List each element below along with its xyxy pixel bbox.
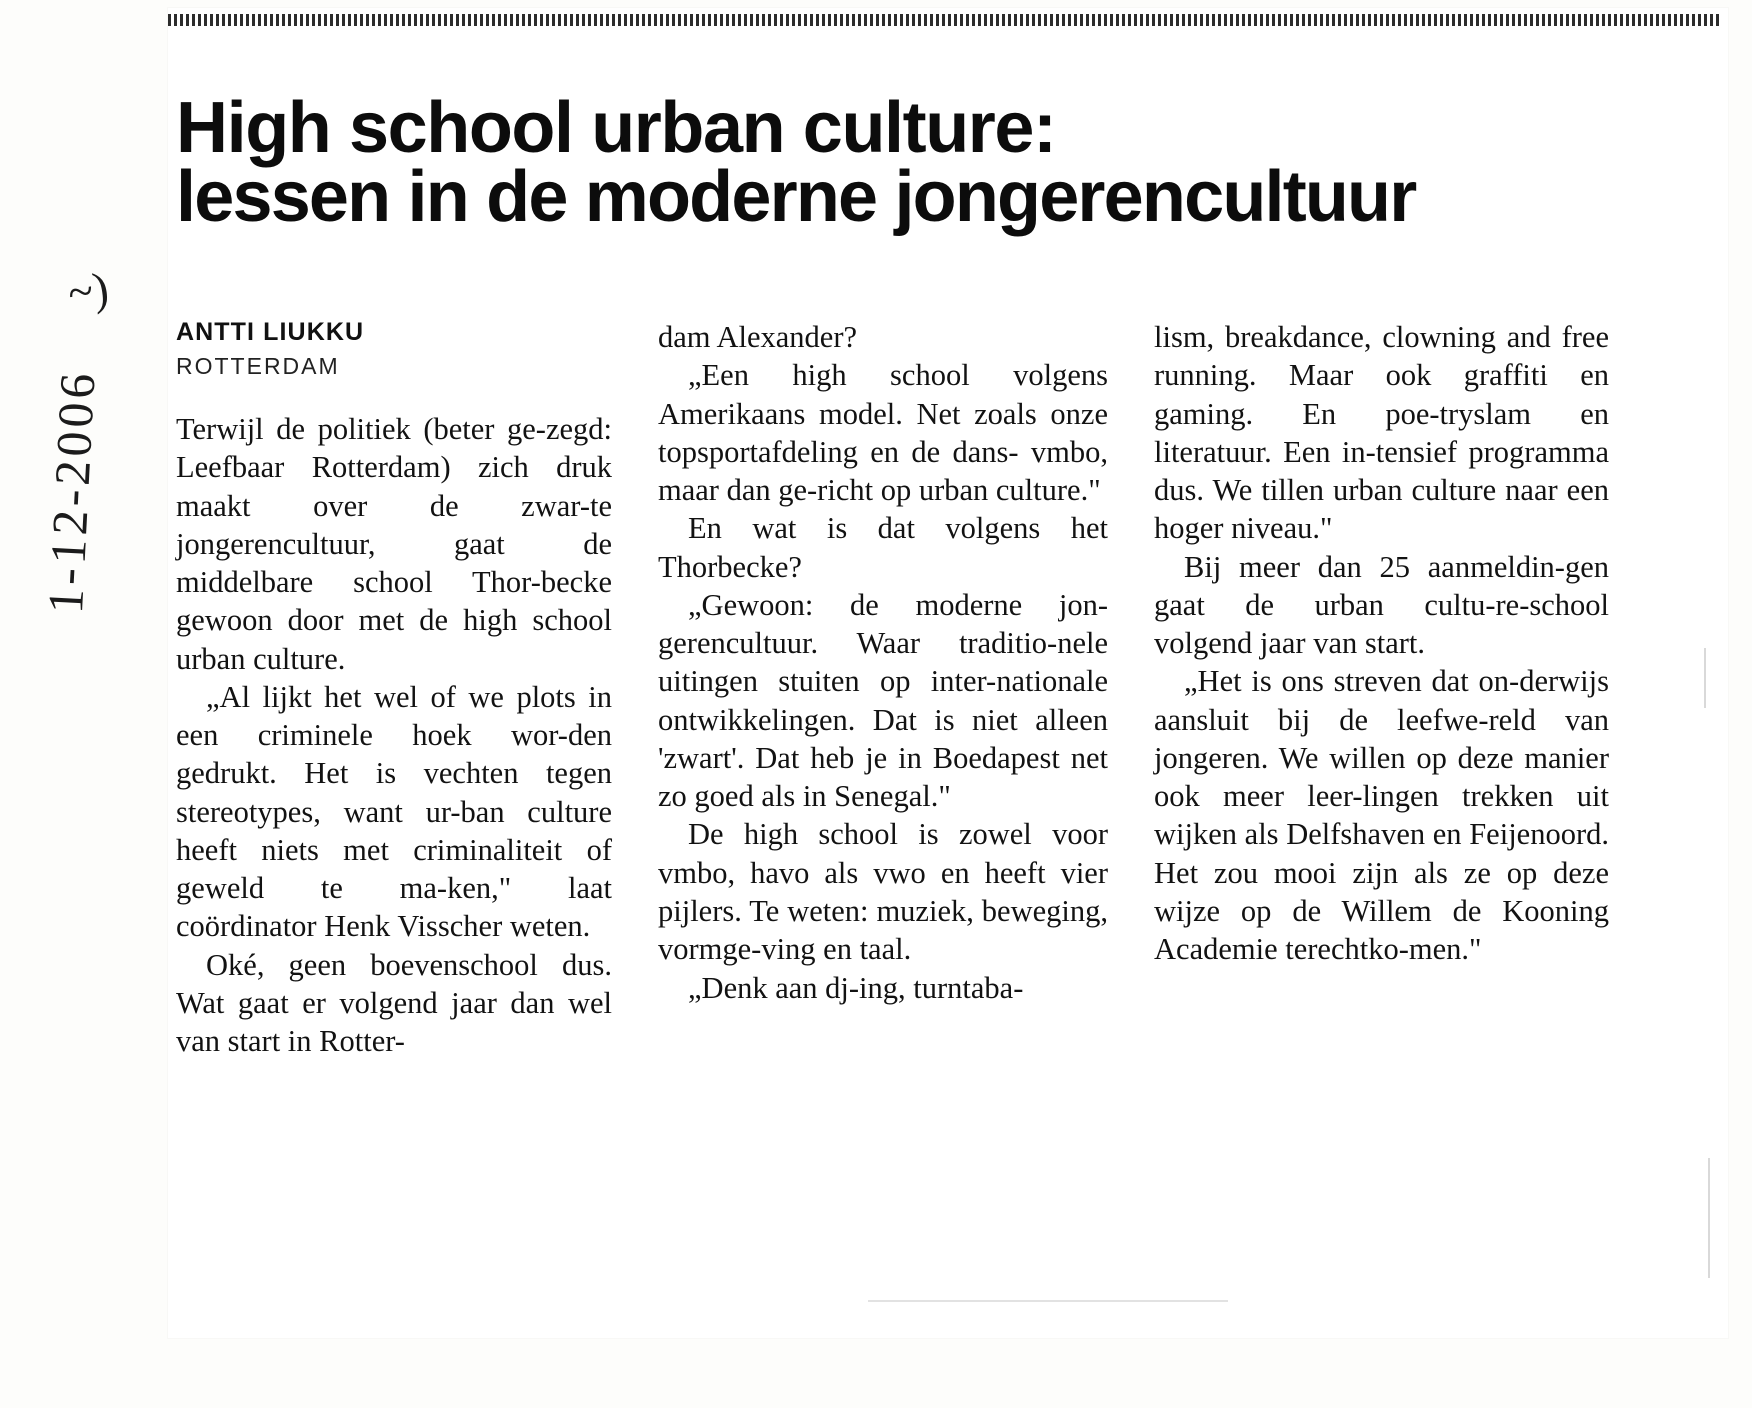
paragraph: Oké, geen boevenschool dus. Wat gaat er volgend jaar dan wel van start in Rotter- xyxy=(176,947,612,1059)
article-column-1 xyxy=(176,318,612,1061)
scan-artifact xyxy=(868,1300,1228,1302)
paragraph: dam Alexander? xyxy=(658,320,858,354)
paragraph: Bij meer dan 25 aanmeldin-gen gaat de urban cultu-re-school volgend jaar van start. xyxy=(1154,549,1609,661)
paragraph: Terwijl de politiek (beter ge-zegd: Leefbaar Rotterdam) zich druk maakt over de zwar-te jongerencultuur, gaat de middelbare school Thor-becke gewoon door met de high school urban culture. xyxy=(176,412,612,676)
paragraph: lism, breakdance, clowning and free running. Maar ook graffiti en gaming. En poe-tryslam en literatuur. Een in-tensief programma dus. We tillen urban culture naar een hoger niveau." xyxy=(1154,320,1609,546)
byline-author: ANTTI LIUKKU xyxy=(176,318,365,346)
headline-line-2: lessen in de moderne jongerencultuur xyxy=(176,157,1416,238)
article-columns xyxy=(176,318,1721,1061)
article-column-3 xyxy=(1154,318,1609,1061)
handwritten-squiggle: ~) xyxy=(64,262,112,319)
paragraph: „Een high school volgens Amerikaans model. Net zoals onze topsportafdeling en de dans- vmbo, maar dan ge-richt op urban culture." xyxy=(658,358,1108,508)
paragraph: „Gewoon: de moderne jon-gerencultuur. Waar traditio-nele uitingen stuiten op inter-nationale ontwikkelingen. Dat is niet alleen 'zwart'. Dat heb je in Boedapest net zo goed als in Senegal." xyxy=(658,587,1108,814)
paragraph: „Al lijkt het wel of we plots in een criminele hoek wor-den gedrukt. Het is vechten tegen stereotypes, want ur-ban culture heeft niets met criminaliteit of geweld te ma-ken," laat coördinator Henk Visscher weten. xyxy=(176,679,612,944)
paragraph: En wat is dat volgens het Thorbecke? xyxy=(658,511,1108,584)
paragraph: „Het is ons streven dat on-derwijs aansluit bij de leefwe-reld van jongeren. We willen op deze manier ook meer leer-lingen trekken uit wijken als Delfshaven en Feijenoord. Het zou mooi zijn als ze op deze wijze op de Willem de Kooning Academie terechtko-men." xyxy=(1154,664,1609,967)
article-column-2 xyxy=(658,318,1108,1061)
top-halftone-rule xyxy=(168,14,1720,26)
page-title xyxy=(176,88,1716,238)
scan-artifact xyxy=(1708,1158,1710,1278)
newspaper-clipping xyxy=(168,8,1728,1338)
handwritten-date: 1-12-2006 xyxy=(36,368,106,615)
headline-line-1: High school urban culture: xyxy=(176,88,1056,169)
scan-artifact xyxy=(1704,648,1706,708)
byline-city: ROTTERDAM xyxy=(176,353,340,379)
paragraph: De high school is zowel voor vmbo, havo als vwo en heeft vier pijlers. Te weten: muziek, beweging, vormge-ving en taal. xyxy=(658,817,1108,967)
paragraph: „Denk aan dj-ing, turntaba- xyxy=(688,970,1024,1005)
